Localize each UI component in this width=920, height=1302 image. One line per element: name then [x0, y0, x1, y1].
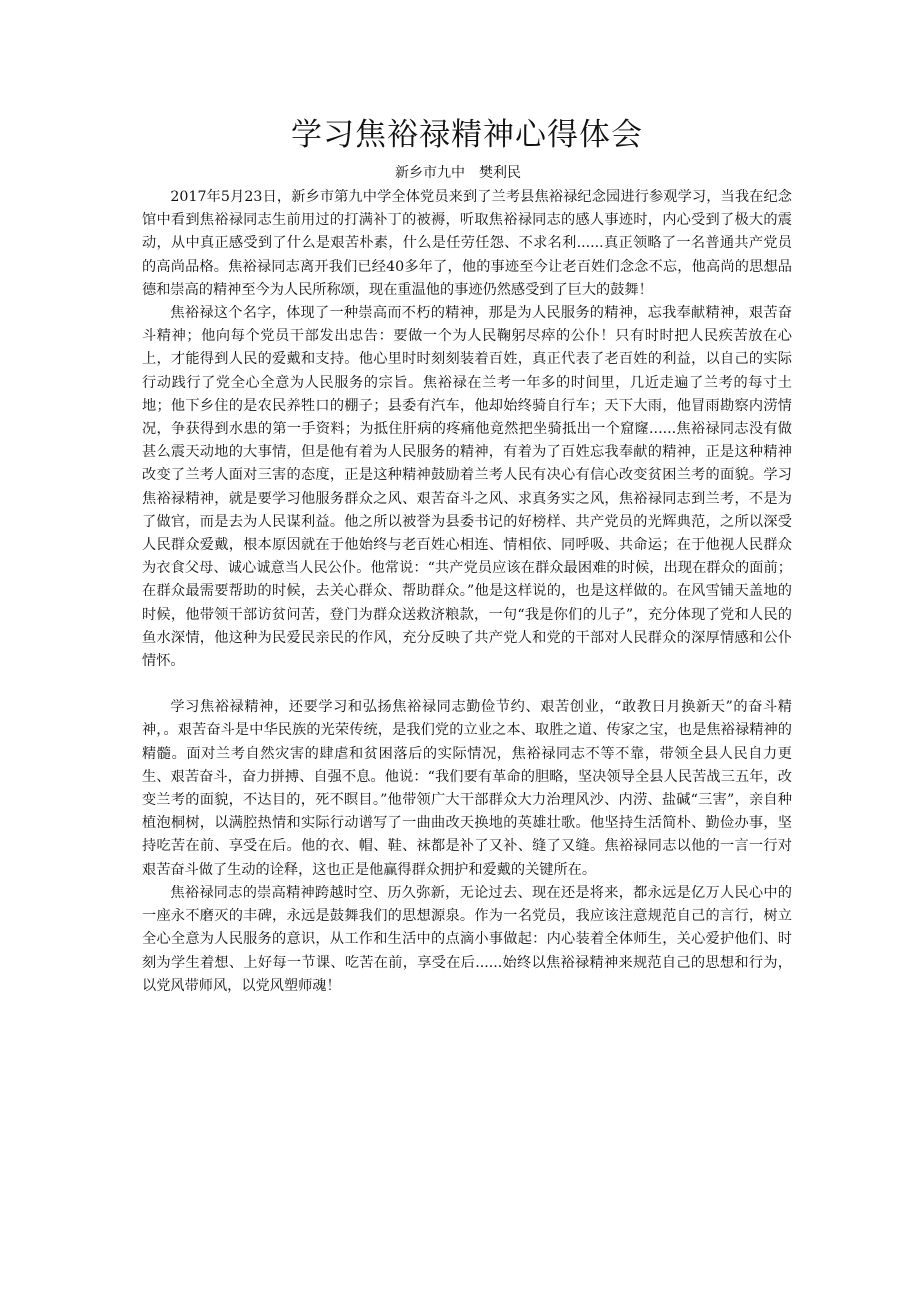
paragraph-2: 焦裕禄这个名字，体现了一种崇高而不朽的精神，那是为人民服务的精神，忘我奉献精神，艰苦奋斗精神；他向每个党员干部发出忠告：要做一个为人民鞠躬尽瘁的公仆！只有时时把人民疾苦放在心上，才能得到人民的爱戴和支持。他心里时时刻刻装着百姓，真正代表了老百姓的利益，以自己的实际行动践行了党全心全意为人民服务的宗旨。焦裕禄在兰考一年多的时间里，几近走遍了兰考的每寸土地；他下乡住的是农民养牲口的棚子；县委有汽车，他却始终骑自行车；天下大雨，他冒雨勘察内涝情况，争获得到水患的第一手资料；为抵住肝病的疼痛他竟然把坐骑抵出一个窟窿......焦裕禄同志没有做甚么震天动地的大事情，但是他有着为人民服务的精神，有着为了百姓忘我奉献的精神，正是这种精神改变了兰考人面对三害的态度，正是这种精神鼓励着兰考人民有决心有信心改变贫困兰考的面貌。学习焦裕禄精神，就是要学习他服务群众之风、艰苦奋斗之风、求真务实之风，焦裕禄同志到兰考，不是为了做官，而是去为人民谋利益。他之所以被誉为县委书记的好榜样、共产党员的光辉典范，之所以深受人民群众爱戴，根本原因就在于他始终与老百姓心相连、情相依、同呼吸、共命运；在于他视人民群众为衣食父母、诚心诚意当人民公仆。他常说：“共产党员应该在群众最困难的时候，出现在群众的面前；在群众最需要帮助的时候，去关心群众、帮助群众。”他是这样说的，也是这样做的。在风雪铺天盖地的时候，他带领干部访贫问苦，登门为群众送救济粮款，一句“我是你们的儿子”，充分体现了党和人民的鱼水深情，他这种为民爱民亲民的作风，充分反映了共产党人和党的干部对人民群众的深厚情感和公仆情怀。: [142, 305, 792, 670]
paragraph-spacer: [142, 673, 792, 696]
document-title: 学习焦裕禄精神心得体会: [291, 117, 643, 153]
paragraph-1: 2017年5月23日，新乡市第九中学全体党员来到了兰考县焦裕禄纪念园进行参观学习，当我在纪念馆中看到焦裕禄同志生前用过的打满补丁的被褥，听取焦裕禄同志的感人事迹时，内心受到了极大的震动，从中真正感受到了什么是艰苦朴素，什么是任劳任怨、不求名利......真正领略了一名普通共产党员的高尚品格。焦裕禄同志离开我们已经40多年了，他的事迹至今让老百姓们念念不忘，他高尚的思想品德和崇高的精神至今为人民所称颂，现在重温他的事迹仍然感受到了巨大的鼓舞！: [142, 189, 792, 298]
author-byline: 新乡市九中 樊利民: [395, 165, 521, 181]
paragraph-4: 焦裕禄同志的崇高精神跨越时空、历久弥新，无论过去、现在还是将来，都永远是亿万人民心中的一座永不磨灭的丰碑，永远是鼓舞我们的思想源泉。作为一名党员，我应该注意规范自己的言行，树立全心全意为人民服务的意识，从工作和生活中的点滴小事做起：内心装着全体师生，关心爱护他们、时刻为学生着想、上好每一节课、吃苦在前，享受在后......始终以焦裕禄精神来规范自己的思想和行为，以党风带师风，以党风塑师魂！: [142, 884, 792, 994]
paragraph-3: 学习焦裕禄精神，还要学习和弘扬焦裕禄同志勤俭节约、艰苦创业，“敢教日月换新天”的奋斗精神，。艰苦奋斗是中华民族的光荣传统，是我们党的立业之本、取胜之道、传家之宝，也是焦裕禄精神的精髓。面对兰考自然灾害的肆虐和贫困落后的实际情况，焦裕禄同志不等不靠，带领全县人民自力更生、艰苦奋斗，奋力拼搏、自强不息。他说：“我们要有革命的胆略，坚决领导全县人民苦战三五年，改变兰考的面貌，不达目的，死不瞑目。”他带领广大干部群众大力治理风沙、内涝、盐碱“三害”，亲自种植泡桐树，以满腔热情和实际行动谱写了一曲曲改天换地的英雄壮歌。他坚持生活简朴、勤俭办事，坚持吃苦在前、享受在后。他的衣、帽、鞋、袜都是补了又补、缝了又缝。焦裕禄同志以他的一言一行对艰苦奋斗做了生动的诠释，这也正是他赢得群众拥护和爱戴的关键所在。: [142, 699, 792, 878]
document-page: [142, 114, 792, 998]
